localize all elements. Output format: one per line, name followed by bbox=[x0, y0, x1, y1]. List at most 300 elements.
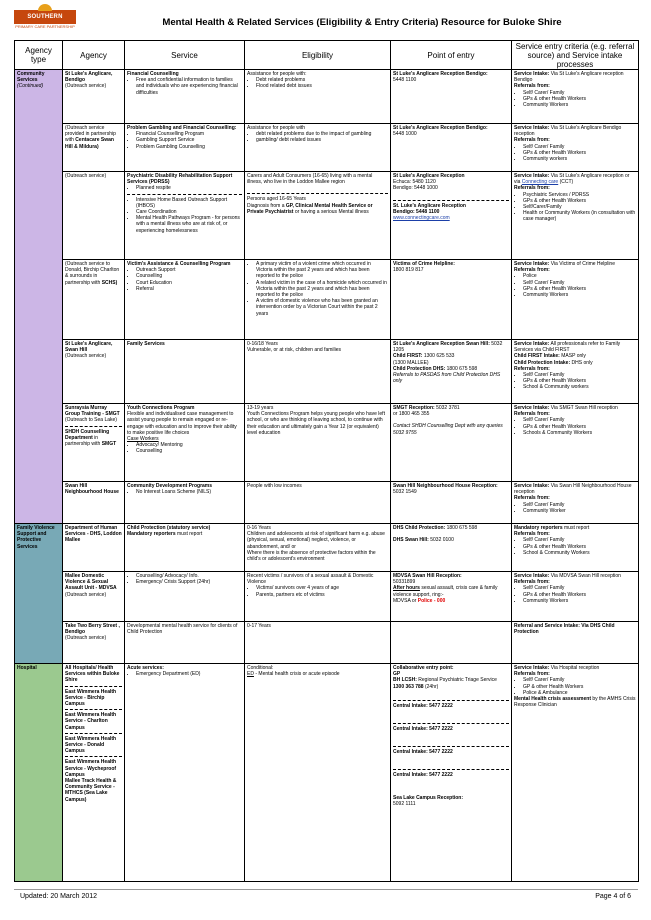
list-item: • Self/ Carer/ Family bbox=[523, 417, 636, 423]
list-item: • School & Community Workers bbox=[523, 550, 636, 556]
agency-name: All Hospitals/ Health Services within Buloke Shire bbox=[65, 665, 120, 684]
intake-label: Service Intake: bbox=[514, 261, 550, 267]
agency-note: (Outreach service provided in partnership with bbox=[65, 125, 116, 144]
intake-label: Referral and Service Intake: bbox=[514, 623, 580, 629]
entry-label: After hours bbox=[393, 585, 420, 592]
agency-cell bbox=[63, 404, 125, 482]
entry-phone: 5032 1549 bbox=[393, 489, 417, 496]
table-row bbox=[15, 70, 639, 124]
referrals-label: Referrals from: bbox=[514, 137, 550, 144]
service-bold: Mandatory reporters bbox=[127, 531, 176, 538]
intake-text: All professionals refer to Family Services via Child FIRST bbox=[514, 341, 621, 354]
eligibility-text: Vulnerable, or at risk, children and families bbox=[247, 347, 342, 354]
list-item: • Community Workers bbox=[523, 102, 636, 108]
service-cell bbox=[125, 622, 245, 664]
intake-label: Service Intake: bbox=[514, 405, 550, 411]
entry-cell bbox=[391, 524, 512, 572]
agency-name: East Wimmera Health Service - Birchip Campus bbox=[65, 688, 117, 708]
referrals-label: Referrals from: bbox=[514, 411, 550, 418]
list-item: • School & Community workers bbox=[523, 384, 636, 390]
referrals-label: Referrals from: bbox=[514, 495, 550, 502]
list-item: • Community Workers bbox=[523, 598, 636, 604]
criteria-cell bbox=[512, 340, 639, 404]
list-item: • Community workers bbox=[523, 156, 636, 162]
agency-type-family bbox=[15, 524, 63, 664]
list-item: • gambling/ debt related issues bbox=[256, 137, 388, 143]
eligibility-text: People with low incomes bbox=[247, 483, 302, 489]
entry-phone: 5448 1100 bbox=[393, 77, 417, 84]
agency-note: (Outreach service) bbox=[65, 353, 107, 360]
table-row bbox=[15, 404, 639, 482]
list-item: • GPs & other Health Workers bbox=[523, 378, 636, 384]
entry-cell bbox=[391, 622, 512, 664]
list-item: • debt related problems due to the impact of gambling bbox=[256, 131, 388, 137]
agency-cell bbox=[63, 124, 125, 172]
intake-text: Via MDVSA Swan Hill reception bbox=[550, 573, 621, 579]
entry-cell bbox=[391, 70, 512, 124]
eligibility-text: Carers and Adult Consumers (16-65) living with a mental illness, who live in the Loddon Mallee region bbox=[247, 173, 373, 186]
criteria-cell bbox=[512, 260, 639, 340]
list-item: • Planned respite bbox=[136, 185, 242, 191]
referrals-label: Referrals from: bbox=[514, 185, 550, 192]
list-item: • Self/ Carer/ Family bbox=[523, 372, 636, 378]
table-row bbox=[15, 622, 639, 664]
list-item: • Self/ Carer/ Family bbox=[523, 677, 636, 683]
service-title: Youth Connections Program bbox=[127, 405, 195, 411]
service-title: Community Development Programs bbox=[127, 483, 213, 489]
entry-phone: 1300 363 788 bbox=[393, 683, 424, 690]
entry-phone: Bendigo: 5448 1000 bbox=[393, 185, 438, 192]
divider bbox=[393, 700, 509, 701]
list-item: • Community Workers bbox=[523, 292, 636, 298]
entry-label: St. Luke's Anglicare Reception bbox=[393, 202, 466, 209]
service-cell bbox=[125, 572, 245, 622]
list-item: • Gambling Support Service bbox=[136, 137, 242, 143]
referrals-label: Referrals from: bbox=[514, 83, 550, 90]
entry-phone: Echuca: 5480 1120 bbox=[393, 179, 436, 186]
connectingcare-link[interactable]: www.connectingcare.com bbox=[393, 215, 450, 222]
agency-cell bbox=[63, 572, 125, 622]
eligibility-intro: Recent victims / survivors of a sexual assault & Domestic Violence bbox=[247, 573, 374, 586]
intake-text: Via Victims of Crime Helpline bbox=[550, 261, 615, 267]
eligibility-text: Youth Connections Program helps young people who have left school, or who are thinking of leaving school, to continue with their education and ultimately gain a Year 12 (or equivalent) level education bbox=[247, 411, 385, 436]
eligibility-text: - Mental health crisis or acute episode bbox=[255, 671, 340, 678]
intake-label: Service Intake: bbox=[514, 341, 550, 347]
agency-name: SHDH Counselling Department bbox=[65, 428, 110, 441]
header-agency: Agency bbox=[63, 41, 125, 70]
entry-phone: Central Intake: 5477 2222 bbox=[393, 749, 453, 756]
agency-cell bbox=[63, 524, 125, 572]
criteria-cell bbox=[512, 172, 639, 260]
divider bbox=[393, 200, 509, 201]
intake-text: Via Swan Hill Neighbourhood House reception bbox=[514, 483, 632, 496]
eligibility-cell bbox=[245, 664, 391, 882]
agency-partner: SMGT bbox=[101, 441, 117, 448]
list-item: • Health or Community Workers (in consultation with case manager) bbox=[523, 210, 636, 222]
type-label: Community Services bbox=[17, 71, 45, 84]
service-title: Child Protection (statutory service) bbox=[127, 525, 211, 531]
header-criteria: Service entry criteria (e.g. referral source) and Service intake processes bbox=[512, 41, 639, 70]
service-cell bbox=[125, 70, 245, 124]
service-text: must report bbox=[177, 531, 203, 538]
divider bbox=[127, 194, 242, 195]
list-item: • Debt related problems bbox=[256, 77, 388, 83]
service-text: Flexible and individualised case management to assist young people to remain engaged or re-engage with education and to improve their ability to make positive life choices bbox=[127, 411, 237, 436]
agency-note: (Outreach service) bbox=[65, 591, 107, 598]
entry-label: MDVSA Swan Hill Reception: bbox=[393, 573, 462, 579]
sun-icon bbox=[38, 4, 52, 11]
service-subtitle: Case Workers bbox=[127, 436, 159, 443]
list-item: • Self/ Carer/ Family bbox=[523, 280, 636, 286]
type-label: Hospital bbox=[17, 665, 37, 671]
eligibility-cell bbox=[245, 524, 391, 572]
header-eligibility: Eligibility bbox=[245, 41, 391, 70]
type-label: Family Violence Support and Protective Services bbox=[17, 525, 55, 550]
agency-name: East Wimmera Health Service - Wycheproof Campus bbox=[65, 759, 117, 778]
criteria-cell bbox=[512, 664, 639, 882]
eligibility-intro: Assistance for people with bbox=[247, 125, 306, 131]
entry-cell bbox=[391, 124, 512, 172]
entry-label: Collaborative entry point: bbox=[393, 665, 454, 671]
logo bbox=[14, 10, 76, 36]
services-table bbox=[14, 40, 639, 882]
divider bbox=[65, 686, 122, 687]
intake-label: Child FIRST Intake: bbox=[514, 353, 560, 360]
service-cell bbox=[125, 524, 245, 572]
criteria-cell bbox=[512, 572, 639, 622]
entry-phone: 50331899 bbox=[393, 579, 416, 586]
entry-label: Sea Lake Campus Reception: bbox=[393, 794, 464, 801]
service-cell bbox=[125, 172, 245, 260]
service-title: Victim's Assistance & Counselling Program bbox=[127, 261, 231, 267]
divider bbox=[393, 769, 509, 770]
referrals-label: Referrals from: bbox=[514, 531, 550, 538]
entry-label: St Luke's Anglicare Reception Bendigo: bbox=[393, 71, 488, 77]
list-item: • Problem Gambling Counselling bbox=[136, 144, 242, 150]
intake-text: Via St Luke's Anglicare reception or via bbox=[514, 173, 630, 186]
agency-type-hospital bbox=[15, 664, 63, 882]
service-title: Acute services: bbox=[127, 665, 164, 671]
list-item: • Free and confidential information to families and individuals who are experiencing financial difficulties bbox=[136, 77, 242, 96]
criteria-cell bbox=[512, 124, 639, 172]
agency-name: Swan Hill Neighbourhood House bbox=[65, 483, 119, 496]
service-cell bbox=[125, 404, 245, 482]
intake-label: Mandatory reporters bbox=[514, 525, 563, 531]
agency-cell bbox=[63, 260, 125, 340]
list-item: • GPs & other Health Workers bbox=[523, 96, 636, 102]
entry-label: SMGT Reception: bbox=[393, 405, 435, 411]
list-item: • Self/ Carer/ Family bbox=[523, 537, 636, 543]
list-item: • Counselling/ Advocacy/ Info. bbox=[136, 573, 242, 579]
referrals-label: Referrals from: bbox=[514, 579, 550, 586]
list-item: • No Interest Loans Scheme (NILS) bbox=[136, 489, 242, 495]
list-item: • GPs & other Health Workers bbox=[523, 198, 636, 204]
agency-name: Take Two Berry Street , Bendigo bbox=[65, 623, 120, 636]
entry-phone: 5032 3781 bbox=[436, 405, 460, 411]
list-item: • GPs & other Health Workers bbox=[523, 286, 636, 292]
agency-cell bbox=[63, 664, 125, 882]
eligibility-text: 13-19 years bbox=[247, 405, 274, 411]
entry-label: St Luke's Anglicare Reception bbox=[393, 173, 465, 179]
eligibility-bold: GP, Clinical Mental Health Service or Private Psychiatrist bbox=[247, 202, 373, 215]
entry-text: sexual assault, crisis care & family violence support, ring:- bbox=[393, 585, 498, 598]
agency-note: (Outreach to Sea Lake) bbox=[65, 417, 117, 424]
agency-note: in partnership with bbox=[65, 434, 101, 448]
intake-text: DHS only bbox=[571, 359, 593, 366]
type-sublabel: (Continued) bbox=[17, 83, 44, 90]
referrals-label: Referrals from: bbox=[514, 267, 550, 274]
footer-updated: Updated: 20 March 2012 bbox=[20, 893, 98, 900]
eligibility-text: ED bbox=[247, 671, 254, 678]
eligibility-cell bbox=[245, 124, 391, 172]
entry-cell bbox=[391, 664, 512, 882]
entry-phone: 5032 1205 bbox=[393, 341, 503, 354]
entry-label: DHS Swan Hill: bbox=[393, 537, 429, 544]
eligibility-intro: Assistance for people with: bbox=[247, 71, 307, 77]
list-item: • Referral bbox=[136, 286, 242, 292]
service-cell bbox=[125, 260, 245, 340]
entry-phone: 5032 0100 bbox=[430, 537, 454, 544]
logo-text: SOUTHERN MALLEE bbox=[14, 10, 76, 24]
list-item: • Outreach Support bbox=[136, 267, 242, 273]
table-row bbox=[15, 572, 639, 622]
list-item: • Victims/ survivors over 4 years of age bbox=[256, 585, 388, 591]
list-item: • Police & Ambulance bbox=[523, 690, 636, 696]
eligibility-cell bbox=[245, 70, 391, 124]
agency-name: St Luke's Anglicare, Swan Hill bbox=[65, 341, 113, 354]
intake-label: Service Intake: bbox=[514, 573, 550, 579]
table-row bbox=[15, 124, 639, 172]
agency-name: Sunraysia Murray Group Training - SMGT bbox=[65, 405, 120, 418]
entry-phone: 1800 675 598 bbox=[446, 365, 478, 372]
entry-phone: (1300 MALLEE) bbox=[393, 359, 429, 366]
service-cell bbox=[125, 664, 245, 882]
eligibility-cell bbox=[245, 482, 391, 524]
page-title: Mental Health & Related Services (Eligibility & Entry Criteria) Resource for Buloke Shire bbox=[162, 17, 562, 28]
header-agency-type: Agency type bbox=[15, 41, 63, 70]
intake-label: Child Protection Intake: bbox=[514, 359, 571, 366]
eligibility-cell bbox=[245, 622, 391, 664]
agency-cell bbox=[63, 340, 125, 404]
eligibility-text: 0-16 Years bbox=[247, 525, 271, 531]
entry-note: Referrals to PASDAS from Child Protection DHS only bbox=[393, 372, 501, 385]
divider bbox=[393, 723, 509, 724]
referrals-label: Referrals from: bbox=[514, 671, 550, 678]
intake-label: Mental Health crisis assessment bbox=[514, 696, 591, 703]
logo-subtext: PRIMARY CARE PARTNERSHIP bbox=[15, 24, 75, 29]
entry-phone: Central Intake: 5477 2222 bbox=[393, 726, 453, 733]
footer-page-number: Page 4 of 6 bbox=[595, 893, 631, 900]
intake-text: must report bbox=[564, 525, 590, 531]
divider bbox=[65, 709, 122, 710]
entry-text: (24hr) bbox=[424, 683, 439, 690]
list-item: • Psychiatric Services / PDRSS bbox=[523, 192, 636, 198]
list-item: • GPs & other Health Workers bbox=[523, 424, 636, 430]
intake-label: Service Intake: bbox=[514, 483, 550, 489]
list-item: • Court Education bbox=[136, 280, 242, 286]
entry-label: Child FIRST: bbox=[393, 353, 423, 360]
agency-name: Mallee Track Health & Community Service - MTHCS (Sea Lake Campus) bbox=[65, 778, 117, 803]
entry-phone: 5092 1111 bbox=[393, 800, 416, 807]
list-item: • Financial Counselling Program bbox=[136, 131, 242, 137]
list-item: • Parents, partners etc of victims bbox=[256, 592, 388, 598]
list-item: • GPs & other Health Workers bbox=[523, 150, 636, 156]
agency-partner: Centacare Swan Hill & Mildura) bbox=[65, 137, 114, 150]
eligibility-text: 0-17 Years bbox=[247, 623, 271, 629]
list-item: • A related victim in the case of a homicide which occurred in Victoria within the past 2 years and which has been reported to the police bbox=[256, 280, 388, 299]
list-item: • A primary victim of a violent crime which occurred in Victoria within the past 2 years and which has been reported to the police bbox=[256, 261, 388, 280]
list-item: • Counselling bbox=[136, 448, 242, 454]
eligibility-cell bbox=[245, 340, 391, 404]
entry-phone: Bendigo: 5448 1100 bbox=[393, 208, 440, 215]
eligibility-cell bbox=[245, 260, 391, 340]
service-cell bbox=[125, 124, 245, 172]
list-item: • Self/Carer/Family bbox=[523, 204, 636, 210]
intake-text: Via St Luke's Anglicare reception Bendigo bbox=[514, 71, 624, 84]
intake-text: Via Hospital reception bbox=[550, 665, 600, 671]
service-text: Developmental mental health service for clients of Child Protection bbox=[127, 623, 238, 636]
entry-cell bbox=[391, 404, 512, 482]
list-item: • GPs & other Health Workers bbox=[523, 592, 636, 598]
agency-name: East Wimmera Health Service - Charlton Campus bbox=[65, 712, 117, 731]
list-item: • Flood related debt issues bbox=[256, 83, 388, 89]
agency-note: (Outreach service) bbox=[65, 173, 107, 179]
header-service: Service bbox=[125, 41, 245, 70]
intake-label: Service Intake: bbox=[514, 173, 550, 179]
criteria-cell bbox=[512, 404, 639, 482]
police-number: Police - 000 bbox=[417, 597, 446, 604]
header-point-of-entry: Point of entry bbox=[391, 41, 512, 70]
table-header-row bbox=[15, 41, 639, 70]
entry-phone: or 1800 465 355 bbox=[393, 411, 430, 418]
service-title: Financial Counselling bbox=[127, 71, 179, 77]
list-item: • Self/ Carer/ Family bbox=[523, 502, 636, 508]
intake-label: Service Intake: bbox=[514, 665, 550, 671]
entry-label: DHS Child Protection: bbox=[393, 525, 446, 531]
entry-label: Child Protection DHS: bbox=[393, 365, 446, 372]
list-item: • Self/ Carer/ Family bbox=[523, 585, 636, 591]
list-item: • Emergency Department (ED) bbox=[136, 671, 242, 677]
eligibility-text: Persons aged 16-65 Years bbox=[247, 196, 306, 203]
list-item: • GP & other Health Workers bbox=[523, 684, 636, 690]
intake-text: Via DHS Child Protection bbox=[514, 623, 615, 636]
entry-phone: Central Intake: 5477 2222 bbox=[393, 772, 453, 779]
agency-name: St Luke's Anglicare, Bendigo bbox=[65, 71, 113, 84]
entry-label: BH LCSH: bbox=[393, 677, 417, 684]
entry-phone: 1300 625 533 bbox=[423, 353, 455, 360]
agency-cell bbox=[63, 482, 125, 524]
agency-note: (Outreach service) bbox=[65, 635, 107, 642]
divider bbox=[65, 426, 122, 427]
list-item: • Mental Health Pathways Program - for persons with a mental illness who are at risk of, or experiencing homelessness bbox=[136, 215, 242, 234]
entry-text: Regional Psychiatric Triage Service bbox=[418, 677, 497, 684]
eligibility-text: Conditional: bbox=[247, 665, 274, 671]
list-item: • Counselling bbox=[136, 273, 242, 279]
intake-text: MASP only bbox=[561, 353, 586, 360]
entry-phone: 1800 675 598 bbox=[446, 525, 478, 531]
criteria-cell bbox=[512, 524, 639, 572]
table-row bbox=[15, 340, 639, 404]
criteria-cell bbox=[512, 70, 639, 124]
service-cell bbox=[125, 340, 245, 404]
entry-label: St Luke's Anglicare Reception Swan Hill: bbox=[393, 341, 490, 347]
eligibility-cell bbox=[245, 572, 391, 622]
footer-divider bbox=[14, 889, 638, 890]
agency-name: East Wimmera Health Service - Donald Campus bbox=[65, 735, 117, 755]
criteria-cell bbox=[512, 482, 639, 524]
list-item: • Care Coordination bbox=[136, 209, 242, 215]
agency-cell bbox=[63, 70, 125, 124]
agency-cell bbox=[63, 622, 125, 664]
agency-note: (Outreach service) bbox=[65, 83, 107, 90]
intake-text: Via St Luke's Anglicare Bendigo reception bbox=[514, 125, 622, 138]
eligibility-text: or having a serious Mental illness bbox=[294, 208, 369, 215]
list-item: • Emergency/ Crisis Support (24hr) bbox=[136, 579, 242, 585]
entry-label: Victims of Crime Helpline: bbox=[393, 261, 455, 267]
eligibility-cell bbox=[245, 404, 391, 482]
divider bbox=[65, 733, 122, 734]
table-row bbox=[15, 260, 639, 340]
table-row bbox=[15, 482, 639, 524]
agency-name: Mallee Domestic Violence & Sexual Assault Unit - MDVSA bbox=[65, 573, 117, 592]
entry-cell bbox=[391, 572, 512, 622]
agency-note: (Outreach service to Donald, Birchip Charlton & surrounds in partnership with bbox=[65, 261, 120, 286]
entry-label: St Luke's Anglicare Reception Bendigo: bbox=[393, 125, 488, 131]
entry-label: GP bbox=[393, 671, 401, 678]
divider bbox=[247, 193, 388, 194]
eligibility-text: Where there is the absence of protective factors within the child's or adolescent's environment bbox=[247, 549, 376, 563]
intake-text: Via SMGT Swan Hill reception bbox=[550, 405, 618, 411]
intake-text: (CCT) bbox=[559, 179, 574, 186]
service-title: Family Services bbox=[127, 341, 165, 347]
agency-name: Department of Human Services - DHS, Loddon Mallee bbox=[65, 525, 122, 544]
entry-phone: Central Intake: 5477 2222 bbox=[393, 702, 453, 709]
criteria-cell bbox=[512, 622, 639, 664]
table-row bbox=[15, 524, 639, 572]
list-item: • A victim of domestic violence who has been granted an intervention order by a Victorian Court within the past 2 years bbox=[256, 298, 388, 317]
entry-phone: 5448 1000 bbox=[393, 131, 417, 138]
table-row bbox=[15, 664, 639, 882]
list-item: • Schools & Community Workers bbox=[523, 430, 636, 436]
eligibility-text: Children and adolescents at risk of significant harm e.g. abuse (physical, sexual, emotional) neglect, violence, or abandonment, and/ or bbox=[247, 531, 385, 550]
entry-cell bbox=[391, 482, 512, 524]
table-row bbox=[15, 172, 639, 260]
divider bbox=[65, 756, 122, 757]
list-item: • GPs & other Health Workers bbox=[523, 544, 636, 550]
entry-cell bbox=[391, 340, 512, 404]
agency-partner: SCHS) bbox=[101, 279, 118, 286]
eligibility-text: Diagnosis from a bbox=[247, 202, 285, 209]
list-item: • Self/ Carer/ Family bbox=[523, 90, 636, 96]
list-item: • Community Worker bbox=[523, 508, 636, 514]
list-item: • Advocacy/ Mentoring bbox=[136, 442, 242, 448]
list-item: • Self/ Carer/ Family bbox=[523, 144, 636, 150]
service-cell bbox=[125, 482, 245, 524]
list-item: • Intensive Home Based Outreach Support (IHBOS) bbox=[136, 197, 242, 209]
connecting-care-link[interactable]: Connecting care bbox=[521, 179, 559, 186]
referrals-label: Referrals from: bbox=[514, 365, 550, 372]
intake-label: Service Intake: bbox=[514, 125, 550, 131]
entry-phone: 1800 819 817 bbox=[393, 267, 424, 274]
eligibility-text: 0-16/18 Years bbox=[247, 341, 278, 347]
eligibility-cell bbox=[245, 172, 391, 260]
entry-cell bbox=[391, 172, 512, 260]
intake-text: by the AMHS Crisis Response Clinician bbox=[514, 696, 636, 709]
service-title: Psychiatric Disability Rehabilitation Support Services (PDRSS) bbox=[127, 173, 233, 186]
entry-note: Contact SHDH Counselling Dept with any queries 5032 9755 bbox=[393, 423, 503, 436]
entry-cell bbox=[391, 260, 512, 340]
entry-text: MDVSA or bbox=[393, 597, 417, 604]
